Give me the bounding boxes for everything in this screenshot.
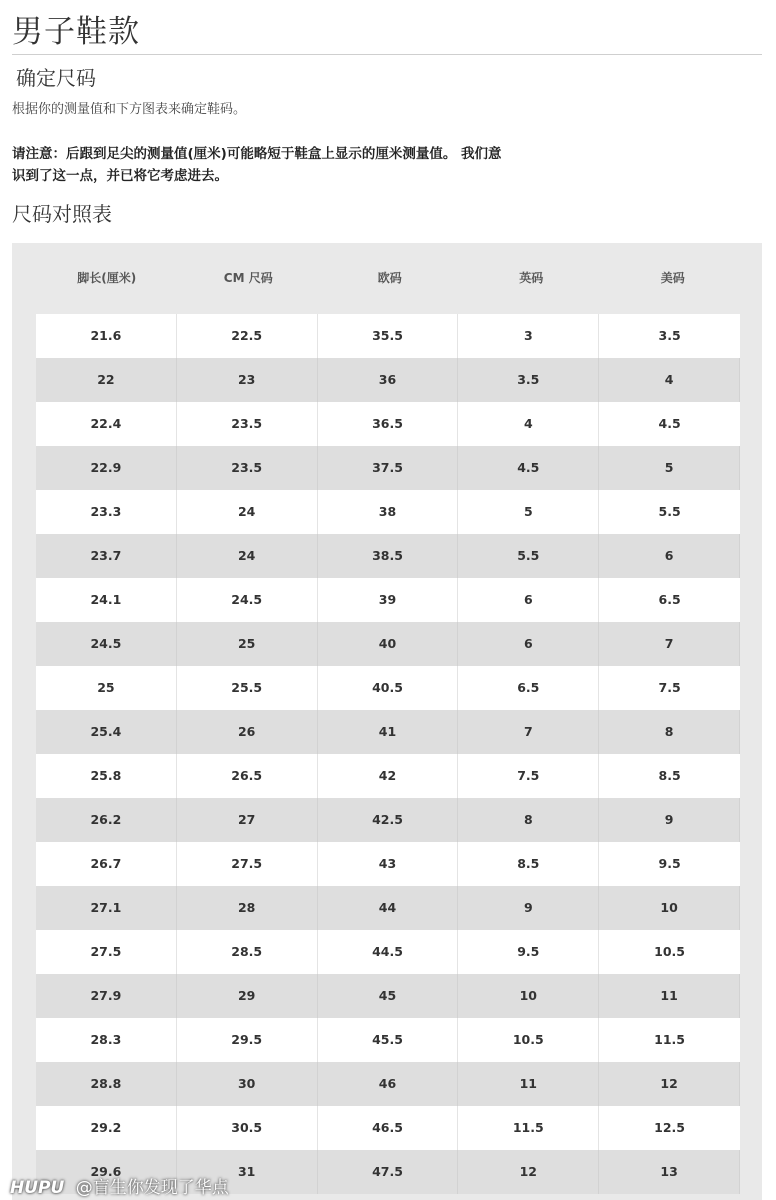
cell-cm-size: 23.5 [177,446,318,490]
cell-eu-size: 46 [318,1062,459,1106]
page-title: 男子鞋款 [12,14,140,50]
table-row [36,1062,740,1106]
table-row [36,754,740,798]
cell-cm-size: 26.5 [177,754,318,798]
header-uk-size: 英码 [519,271,544,285]
size-chart-table [12,243,762,1200]
cell-uk-size: 10.5 [458,1018,599,1062]
table-body [36,314,740,1194]
table-row [36,798,740,842]
cell-foot-length: 24.1 [36,578,177,622]
cell-eu-size: 36 [318,358,459,402]
title-divider [12,54,762,55]
cell-cm-size: 28.5 [177,930,318,974]
cell-uk-size: 3 [458,314,599,358]
table-row [36,314,740,358]
cell-eu-size: 42.5 [318,798,459,842]
cell-cm-size: 26 [177,710,318,754]
cell-us-size: 11 [599,974,740,1018]
cell-cm-size: 31 [177,1150,318,1194]
table-row [36,622,740,666]
table-row [36,1018,740,1062]
cell-eu-size: 45.5 [318,1018,459,1062]
cell-uk-size: 8.5 [458,842,599,886]
cell-us-size: 11.5 [654,1032,685,1047]
table-row [36,402,740,446]
cell-cm-size: 23.5 [177,402,318,446]
cell-uk-size: 7 [458,710,599,754]
cell-eu-size: 37.5 [318,446,459,490]
table-row [36,1106,740,1150]
cell-eu-size: 45 [318,974,459,1018]
header-foot-length: 脚长(厘米) [77,271,137,285]
cell-us-size: 5 [599,446,740,490]
header-cm-size: CM 尺码 [223,271,273,285]
cell-us-size: 10.5 [654,944,685,959]
cell-uk-size: 6.5 [458,666,599,710]
cell-us-size: 12.5 [654,1120,685,1135]
cell-uk-size: 8 [458,798,599,842]
table-row [36,578,740,622]
cell-cm-size: 25 [177,622,318,666]
table-row [36,930,740,974]
header-us-size: 美码 [660,271,685,285]
cell-uk-size: 11.5 [458,1106,599,1150]
cell-cm-size: 29.5 [177,1018,318,1062]
cell-cm-size: 27.5 [177,842,318,886]
cell-eu-size: 38.5 [318,534,459,578]
cell-us-size: 6.5 [658,592,681,607]
cell-uk-size: 10 [458,974,599,1018]
cell-foot-length: 27.1 [36,886,177,930]
cell-eu-size: 42 [318,754,459,798]
table-row [36,710,740,754]
cell-us-size: 4.5 [658,416,681,431]
cell-us-size: 4 [599,358,740,402]
cell-eu-size: 39 [318,578,459,622]
cell-cm-size: 25.5 [177,666,318,710]
table-row [36,534,740,578]
cell-foot-length: 21.6 [36,314,177,358]
cell-us-size: 7.5 [658,680,681,695]
cell-uk-size: 12 [458,1150,599,1194]
cell-cm-size: 29 [177,974,318,1018]
cell-us-size: 8.5 [658,768,681,783]
cell-cm-size: 30.5 [177,1106,318,1150]
cell-foot-length: 22.9 [36,446,177,490]
cell-foot-length: 27.5 [36,930,177,974]
cell-foot-length: 29.2 [36,1106,177,1150]
cell-eu-size: 36.5 [318,402,459,446]
cell-eu-size: 40.5 [318,666,459,710]
cell-uk-size: 9 [458,886,599,930]
cell-foot-length: 26.2 [36,798,177,842]
cell-cm-size: 27 [177,798,318,842]
cell-foot-length: 22 [36,358,177,402]
cell-us-size: 7 [599,622,740,666]
cell-us-size: 3.5 [658,328,681,343]
cell-uk-size: 11 [458,1062,599,1106]
table-row [36,842,740,886]
cell-foot-length: 23.3 [36,490,177,534]
cell-us-size: 10 [599,886,740,930]
watermark [10,1173,229,1198]
table-row [36,446,740,490]
cell-foot-length: 26.7 [36,842,177,886]
cell-foot-length: 29.6 [36,1150,177,1194]
cell-foot-length: 28.3 [36,1018,177,1062]
cell-cm-size: 23 [177,358,318,402]
hupu-logo: HUPU [10,1178,65,1198]
cell-eu-size: 40 [318,622,459,666]
notice-text: 请注意：后跟到足尖的测量值(厘米)可能略短于鞋盒上显示的厘米测量值。 我们意识到了这一点，并已将它考虑进去。 [12,146,502,184]
cell-cm-size: 24 [177,534,318,578]
cell-uk-size: 5.5 [458,534,599,578]
cell-uk-size: 9.5 [458,930,599,974]
cell-foot-length: 28.8 [36,1062,177,1106]
cell-us-size: 13 [599,1150,740,1194]
cell-us-size: 8 [599,710,740,754]
cell-us-size: 6 [599,534,740,578]
cell-uk-size: 6 [458,578,599,622]
header-eu-size: 欧码 [377,271,402,285]
table-row [36,358,740,402]
cell-eu-size: 44 [318,886,459,930]
cell-foot-length: 27.9 [36,974,177,1018]
table-row [36,490,740,534]
cell-cm-size: 24 [177,490,318,534]
cell-us-size: 9 [599,798,740,842]
cell-eu-size: 38 [318,490,459,534]
cell-uk-size: 7.5 [458,754,599,798]
cell-uk-size: 6 [458,622,599,666]
cell-eu-size: 43 [318,842,459,886]
cell-uk-size: 3.5 [458,358,599,402]
cell-cm-size: 22.5 [177,314,318,358]
cell-foot-length: 25.4 [36,710,177,754]
cell-us-size: 9.5 [658,856,681,871]
cell-eu-size: 46.5 [318,1106,459,1150]
cell-us-size: 5.5 [658,504,681,519]
cell-cm-size: 24.5 [177,578,318,622]
cell-foot-length: 23.7 [36,534,177,578]
cell-eu-size: 35.5 [318,314,459,358]
cell-uk-size: 5 [458,490,599,534]
table-row [36,974,740,1018]
cell-eu-size: 41 [318,710,459,754]
cell-cm-size: 28 [177,886,318,930]
cell-eu-size: 44.5 [318,930,459,974]
cell-foot-length: 24.5 [36,622,177,666]
cell-foot-length: 22.4 [36,402,177,446]
watermark-text: @盲生你发现了华点 [75,1178,229,1198]
table-row [36,666,740,710]
table-header [12,243,762,313]
intro-text: 根据你的测量值和下方图表来确定鞋码。 [12,102,247,117]
cell-foot-length: 25.8 [36,754,177,798]
cell-eu-size: 47.5 [318,1150,459,1194]
cell-cm-size: 30 [177,1062,318,1106]
size-chart-title: 尺码对照表 [12,202,112,226]
table-row [36,886,740,930]
cell-uk-size: 4.5 [458,446,599,490]
cell-foot-length: 25 [36,666,177,710]
section-title: 确定尺码 [16,66,96,90]
cell-us-size: 12 [599,1062,740,1106]
cell-uk-size: 4 [458,402,599,446]
